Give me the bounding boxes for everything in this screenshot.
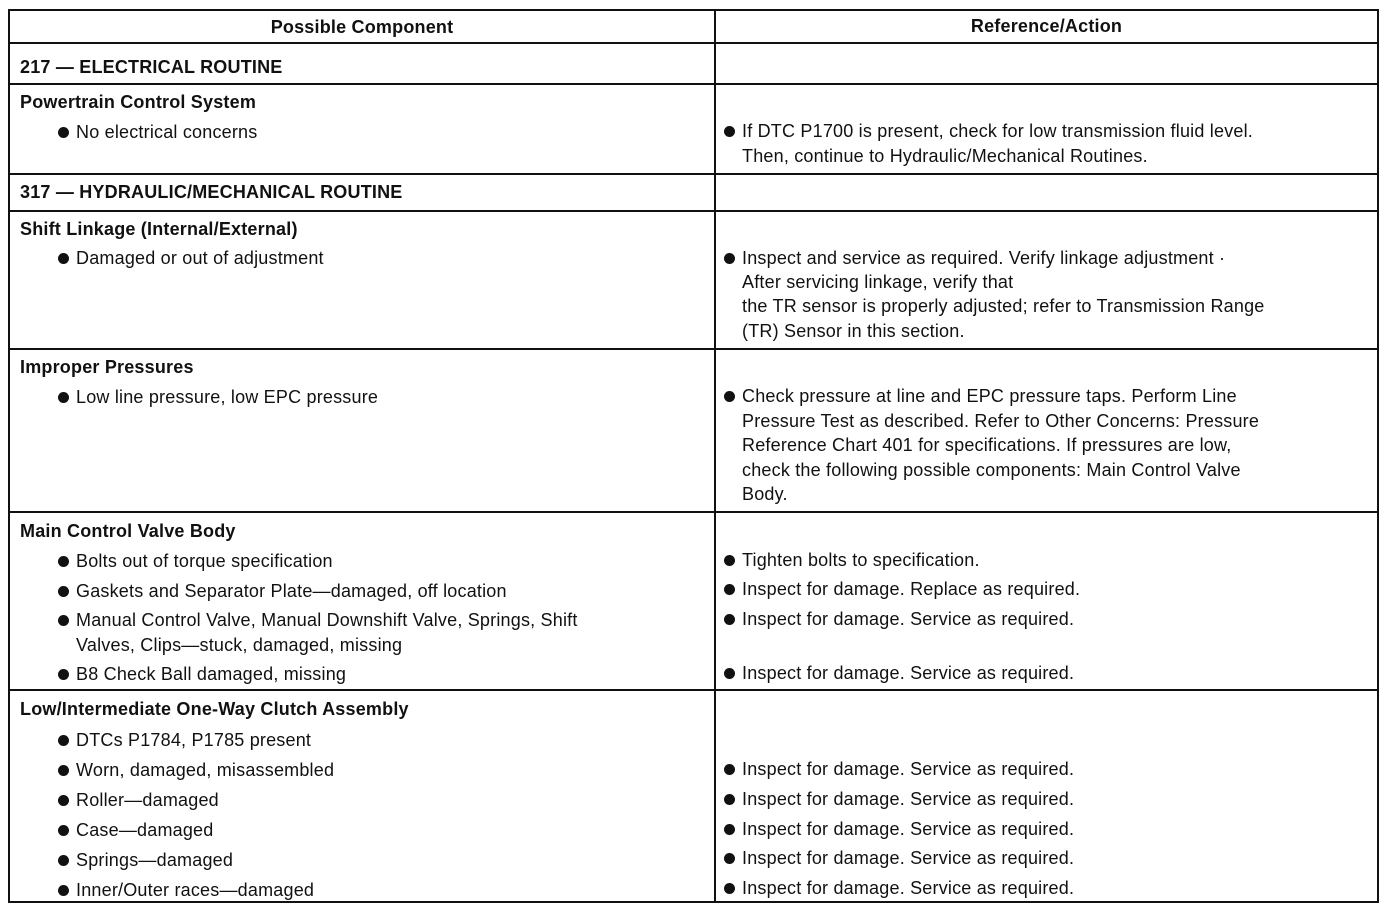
component-item: Inner/Outer races—damaged [58,878,314,902]
component-item: Case—damaged [58,818,213,842]
column-header-action: Reference/Action [970,16,1123,36]
action-item: Inspect and service as required. Verify linkage adjustment · [724,246,1225,270]
component-group-title: Main Control Valve Body [20,521,236,541]
action-item-line: (TR) Sensor in this section. [742,321,965,341]
action-item: Inspect for damage. Service as required. [724,607,1074,631]
row-divider [10,689,1377,691]
row-divider [10,210,1377,212]
row-divider [10,83,1377,85]
section-title: 217 — ELECTRICAL ROUTINE [20,57,283,77]
row-divider [10,42,1377,44]
column-divider [714,11,716,901]
action-item: Check pressure at line and EPC pressure taps. Perform Line [724,384,1237,408]
component-item: Low line pressure, low EPC pressure [58,385,378,409]
action-item-line: Pressure Test as described. Refer to Other Concerns: Pressure [742,411,1260,431]
column-header-component: Possible Component [270,17,454,37]
component-item: Gaskets and Separator Plate—damaged, off location [58,579,507,603]
component-item: Bolts out of torque specification [58,549,333,573]
component-item: Manual Control Valve, Manual Downshift Valve, Springs, Shift [58,608,578,632]
action-item: If DTC P1700 is present, check for low transmission fluid level. [724,119,1253,143]
action-item: Inspect for damage. Service as required. [724,661,1074,685]
component-group-title: Powertrain Control System [20,92,257,112]
row-divider [10,511,1377,513]
section-title: 317 — HYDRAULIC/MECHANICAL ROUTINE [20,182,403,202]
action-item: Inspect for damage. Service as required. [724,846,1074,870]
action-item: Inspect for damage. Service as required. [724,876,1074,900]
component-group-title: Improper Pressures [20,357,194,377]
component-item: No electrical concerns [58,120,257,144]
row-divider [10,173,1377,175]
action-item-line: Reference Chart 401 for specifications. If pressures are low, [742,435,1232,455]
action-item-line: After servicing linkage, verify that [742,272,1014,292]
action-item: Inspect for damage. Service as required. [724,817,1074,841]
action-item: Inspect for damage. Replace as required. [724,577,1080,601]
component-item: Roller—damaged [58,788,219,812]
row-divider [10,348,1377,350]
action-item-line: the TR sensor is properly adjusted; refer to Transmission Range [742,296,1265,316]
component-group-title: Shift Linkage (Internal/External) [20,219,298,239]
action-item: Inspect for damage. Service as required. [724,787,1074,811]
action-item: Tighten bolts to specification. [724,548,980,572]
diagnostic-table [8,9,1379,903]
action-item-line: check the following possible components: Main Control Valve [742,460,1241,480]
component-item: Springs—damaged [58,848,233,872]
component-item: Worn, damaged, misassembled [58,758,334,782]
action-item-line: Body. [742,484,788,504]
component-item: Damaged or out of adjustment [58,246,324,270]
component-item: DTCs P1784, P1785 present [58,728,311,752]
component-item-line: Valves, Clips—stuck, damaged, missing [76,635,403,655]
action-item: Inspect for damage. Service as required. [724,757,1074,781]
action-item-line: Then, continue to Hydraulic/Mechanical Routines. [742,146,1148,166]
component-item: B8 Check Ball damaged, missing [58,662,346,686]
component-group-title: Low/Intermediate One-Way Clutch Assembly [20,699,409,719]
